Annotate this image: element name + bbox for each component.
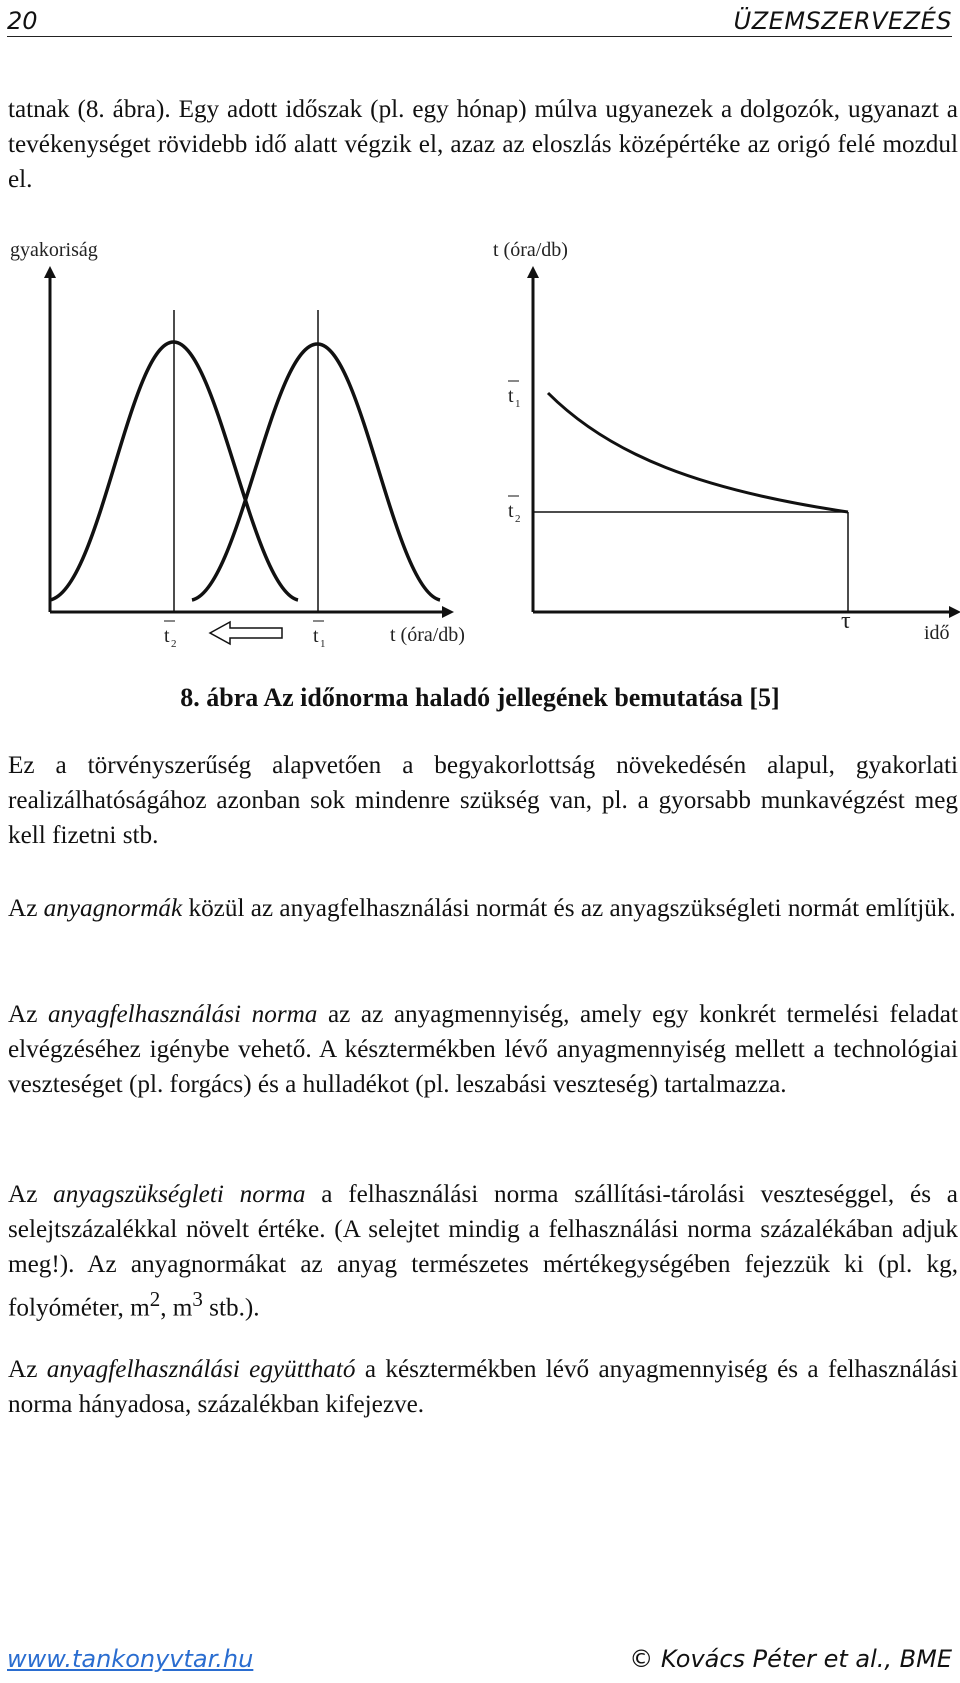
- term-anyagnormak: anyagnormák: [43, 895, 183, 922]
- svg-text:1: 1: [515, 398, 521, 410]
- paragraph-3: Az anyagfelhasználási norma az az anyagmennyiség, amely egy konkrét termelési feladat elvégzéséhez igénybe vehető. A késztermékben lévő anyagmennyiség mellett a technológiai veszteséget (pl. forgács) és a hulladékot (pl. leszabási veszteség) tartalmazza.: [8, 1001, 958, 1098]
- copyright: © Kovács Péter et al., BME: [629, 1645, 952, 1673]
- right-x-axis-label: idő: [924, 622, 950, 644]
- left-x-axis-label: t (óra/db): [390, 624, 465, 646]
- right-chart: [493, 239, 955, 644]
- paragraph-2: Az anyagnormák közül az anyagfelhasználási normát és az anyagszükségleti normát említjük.: [8, 895, 956, 922]
- section-title: ÜZEMSZERVEZÉS: [733, 7, 952, 35]
- distribution-curve-t1: [192, 344, 440, 600]
- left-chart: [10, 239, 465, 650]
- term-anyagfelhasznalasi-egyutthato: anyagfelhasználási együttható: [46, 1356, 356, 1383]
- svg-text:t: t: [313, 625, 319, 647]
- left-tick-t1: [313, 621, 326, 650]
- figure-caption: 8. ábra Az időnorma haladó jellegének bemutatása [5]: [180, 683, 780, 712]
- svg-text:t: t: [508, 385, 514, 407]
- svg-text:2: 2: [171, 638, 177, 650]
- right-tick-t1: [508, 381, 521, 410]
- tau-label: τ: [841, 608, 851, 634]
- figure-8: [0, 225, 960, 655]
- intro-paragraph: tatnak (8. ábra). Egy adott időszak (pl. egy hónap) múlva ugyanezek a dolgozók, ugyanazt a tevékenységet rövidebb idő alatt végzik el, azaz az eloszlás középértéke az origó felé mozdul el.: [8, 96, 958, 193]
- right-y-axis-label: t (óra/db): [493, 239, 568, 261]
- page-number: 20: [7, 7, 38, 35]
- shift-arrow-icon: [210, 622, 282, 644]
- svg-text:2: 2: [515, 513, 521, 525]
- paragraph-5: Az anyagfelhasználási együttható a késztermékben lévő anyagmennyiség és a felhasználási norma hányadosa, százalékban kifejezve.: [8, 1356, 959, 1418]
- time-norm-curve: [548, 393, 848, 512]
- left-y-axis-label: gyakoriság: [10, 239, 98, 261]
- svg-text:1: 1: [320, 638, 326, 650]
- paragraph-1: Ez a törvényszerűség alapvetően a begyakorlottság növekedésén alapul, gyakorlati realizálhatóságához azonban sok mindenre szükség van, pl. a gyorsabb munkavégzést meg kell fizetni stb.: [8, 752, 958, 849]
- term-anyagszuksegleti-norma: anyagszükségleti norma: [53, 1181, 306, 1208]
- svg-text:t: t: [164, 625, 170, 647]
- term-anyagfelhasznalasi-norma: anyagfelhasználási norma: [47, 1001, 318, 1028]
- paragraph-4: Az anyagszükségleti norma a felhasználási norma szállítási-tárolási veszteséggel, és a selejtszázalékkal növelt értéke. (A selejtet mindig a felhasználási norma százalékában adjuk meg!). Az anyagnormákat az anyag természetes mértékegységében fejezzük ki (pl. kg, folyóméter, $m^2$, $m^3$ stb.).: [8, 1181, 958, 1322]
- left-tick-t2: [164, 621, 177, 650]
- page-header: [7, 6, 952, 37]
- right-tick-t2: [508, 496, 521, 525]
- svg-text:t: t: [508, 500, 514, 522]
- website-link[interactable]: www.tankonyvtar.hu: [7, 1645, 254, 1673]
